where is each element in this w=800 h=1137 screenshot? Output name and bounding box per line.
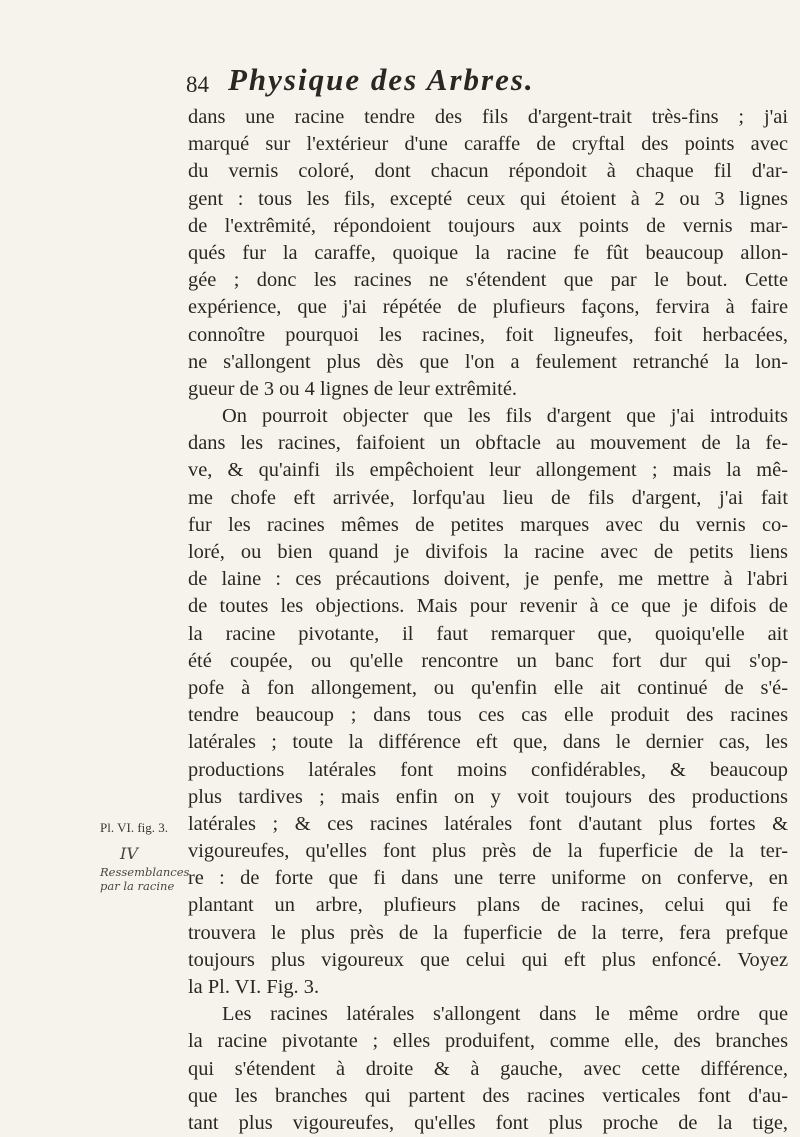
text-line: me chofe eft arrivée, lorfqu'au lieu de fils d'argent, j'ai fait [188,486,788,509]
text-line: dans une racine tendre des fils d'argent-trait très-fins ; j'ai [188,106,788,128]
text-line: la racine pivotante ; elles produifent, comme elle, des branches [188,1030,788,1053]
running-title: Physique des Arbres. [228,62,535,97]
text-line: de l'extrêmité, répondoient toujours aux points de vernis mar- [188,214,788,237]
text-line: On pourroit objecter que les fils d'argent que j'ai introduits [222,405,788,428]
text-line: connoître pourquoi les racines, foit ligneufes, foit herbacées, [188,323,788,346]
text-line: re : de forte que fi dans une terre uniforme on conferve, en [188,867,788,890]
page-header [186,62,786,106]
handwritten-annotation: Ressemblances par la racine [100,865,190,893]
text-line: du vernis coloré, dont chacun répondoit à chaque fil d'ar- [188,160,788,183]
text-line: vigoureufes, qu'elles font plus près de la fuperficie de la ter- [188,840,788,863]
text-line: loré, ou bien quand je divifois la racine avec de petits liens [188,541,788,563]
text-line: Les racines latérales s'allongent dans le même ordre que [222,1003,788,1026]
body-text [188,104,788,1137]
text-line: productions latérales font moins confidérables, & beaucoup [188,758,788,781]
text-line: tant plus vigoureufes, qu'elles font plus proche de la tige, [188,1111,788,1134]
text-line: marqué sur l'extérieur d'une caraffe de cryftal des points avec [188,133,788,156]
handwritten-mark: IV [120,844,138,863]
page-number: 84 [186,72,209,97]
text-line: dans les racines, faifoient un obftacle au mouvement de la fe- [188,432,788,455]
text-line: qui s'étendent à droite & à gauche, avec cette différence, [188,1057,788,1080]
text-line: tendre beaucoup ; dans tous ces cas elle produit des racines [188,704,788,727]
text-line: été coupée, ou qu'elle rencontre un banc fort dur qui s'op- [188,649,788,672]
text-line: plus tardives ; mais enfin on y voit toujours des productions [188,785,788,808]
text-line: la racine pivotante, il faut remarquer que, quoiqu'elle ait [188,622,788,645]
text-line: gueur de 3 ou 4 lignes de leur extrêmité. [188,377,517,400]
text-line: fur les racines mêmes de petites marques avec du vernis co- [188,513,788,536]
text-line: de toutes les objections. Mais pour revenir à ce que je difois de [188,595,788,618]
text-line: ve, & qu'ainfi ils empêchoient leur allongement ; mais la mê- [188,459,788,482]
text-line: gent : tous les fils, excepté ceux qui étoient à 2 ou 3 lignes [188,187,788,210]
text-line: gée ; donc les racines ne s'étendent que par le bout. Cette [188,269,788,292]
text-line: expérience, que j'ai répétée de plufieurs façons, fervira à faire [188,296,788,319]
plate-reference: Pl. VI. fig. 3. [100,820,169,835]
text-line: trouvera le plus près de la fuperficie de la terre, fera prefque [188,921,788,944]
text-line: que les branches qui partent des racines verticales font d'au- [188,1084,788,1107]
text-line: la Pl. VI. Fig. 3. [188,976,320,998]
text-line: toujours plus vigoureux que celui qui eft plus enfoncé. Voyez [188,948,788,971]
text-line: de laine : ces précautions doivent, je penfe, me mettre à l'abri [188,568,788,591]
text-line: qués fur la caraffe, quoique la racine fe fût beaucoup allon- [188,241,788,264]
text-line: ne s'allongent plus dès que l'on a feulement retranché la lon- [188,350,788,373]
text-line: pofe à fon allongement, ou qu'enfin elle ait continué de s'é- [188,676,788,699]
text-line: latérales ; & ces racines latérales font d'autant plus fortes & [188,812,788,835]
text-line: latérales ; toute la différence eft que, dans le dernier cas, les [188,731,788,754]
text-line: plantant un arbre, plufieurs plans de racines, celui qui fe [188,894,788,917]
